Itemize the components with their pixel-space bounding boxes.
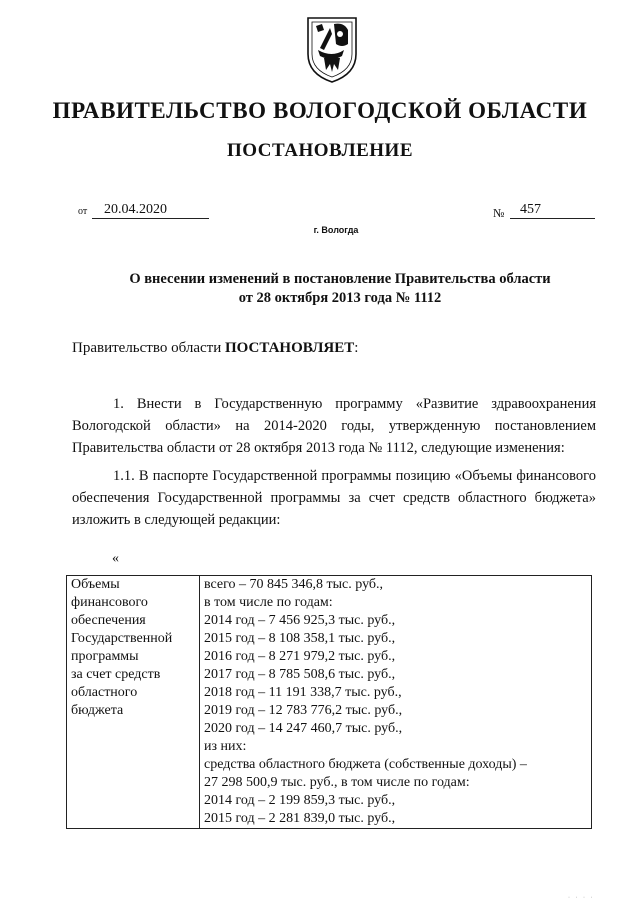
funding-value-cell bbox=[200, 576, 592, 829]
label-line: Государственной bbox=[71, 631, 173, 646]
label-lines bbox=[71, 576, 195, 720]
value-line: в том числе по годам: bbox=[204, 595, 333, 610]
label-line: бюджета bbox=[71, 703, 124, 718]
table-row bbox=[67, 576, 592, 829]
number-label: № bbox=[493, 206, 505, 220]
opening-quote: « bbox=[112, 551, 119, 566]
value-line: 2019 год – 12 783 776,2 тыс. руб., bbox=[204, 703, 403, 718]
funding-label-cell bbox=[67, 576, 200, 829]
subject-line-1: О внесении изменений в постановление Правительства области bbox=[129, 271, 551, 287]
label-line: финансового bbox=[71, 595, 148, 610]
lead-keyword: ПОСТАНОВЛЯЕТ bbox=[224, 340, 355, 356]
value-line: средства областного бюджета (собственные доходы) – bbox=[204, 757, 527, 772]
document-type: ПОСТАНОВЛЕНИЕ bbox=[226, 140, 414, 161]
lead-suffix: : bbox=[354, 340, 359, 356]
value-line: из них: bbox=[204, 739, 247, 754]
document-subject bbox=[90, 270, 590, 308]
lead-prefix: Правительство области bbox=[72, 340, 225, 356]
value-line: всего – 70 845 346,8 тыс. руб., bbox=[204, 577, 384, 592]
date-label: от bbox=[78, 206, 88, 217]
paragraph-1: 1. Внести в Государственную программу «Развитие здравоохранения Вологодской области» на 2014-2020 годы, утвержденную постановлением Правительства области от 28 октября 2013 года № 1112, следующие изменения: bbox=[72, 396, 596, 456]
value-line: 2015 год – 2 281 839,0 тыс. руб., bbox=[204, 811, 396, 826]
value-lines bbox=[204, 576, 587, 828]
value-line: 2017 год – 8 785 508,6 тыс. руб., bbox=[204, 667, 396, 682]
value-line: 2014 год – 2 199 859,3 тыс. руб., bbox=[204, 793, 396, 808]
document-number: 457 bbox=[510, 202, 595, 219]
subject-line-2: от 28 октября 2013 года № 1112 bbox=[238, 290, 442, 306]
resolution-lead bbox=[72, 340, 358, 357]
coat-of-arms-icon bbox=[304, 14, 360, 84]
value-line: 2014 год – 7 456 925,3 тыс. руб., bbox=[204, 613, 396, 628]
value-line: 27 298 500,9 тыс. руб., в том числе по годам: bbox=[204, 775, 470, 790]
label-line: областного bbox=[71, 685, 138, 700]
value-line: 2016 год – 8 271 979,2 тыс. руб., bbox=[204, 649, 396, 664]
value-line: 2018 год – 11 191 338,7 тыс. руб., bbox=[204, 685, 402, 700]
city: г. Вологда bbox=[313, 225, 359, 235]
funding-table bbox=[66, 575, 592, 829]
label-line: за счет средств bbox=[71, 667, 161, 682]
label-line: Объемы bbox=[71, 577, 120, 592]
value-line: 2015 год – 8 108 358,1 тыс. руб., bbox=[204, 631, 396, 646]
paragraph-1-1: 1.1. В паспорте Государственной программы позицию «Объемы финансового обеспечения Государственной программы за счет средств областного бюджета» изложить в следующей редакции: bbox=[72, 468, 596, 528]
label-line: программы bbox=[71, 649, 139, 664]
scan-artifact: · · · · bbox=[568, 895, 595, 901]
value-line: 2020 год – 14 247 460,7 тыс. руб., bbox=[204, 721, 403, 736]
document-date: 20.04.2020 bbox=[92, 202, 209, 219]
government-title: ПРАВИТЕЛЬСТВО ВОЛОГОДСКОЙ ОБЛАСТИ bbox=[52, 98, 588, 123]
label-line: обеспечения bbox=[71, 613, 146, 628]
